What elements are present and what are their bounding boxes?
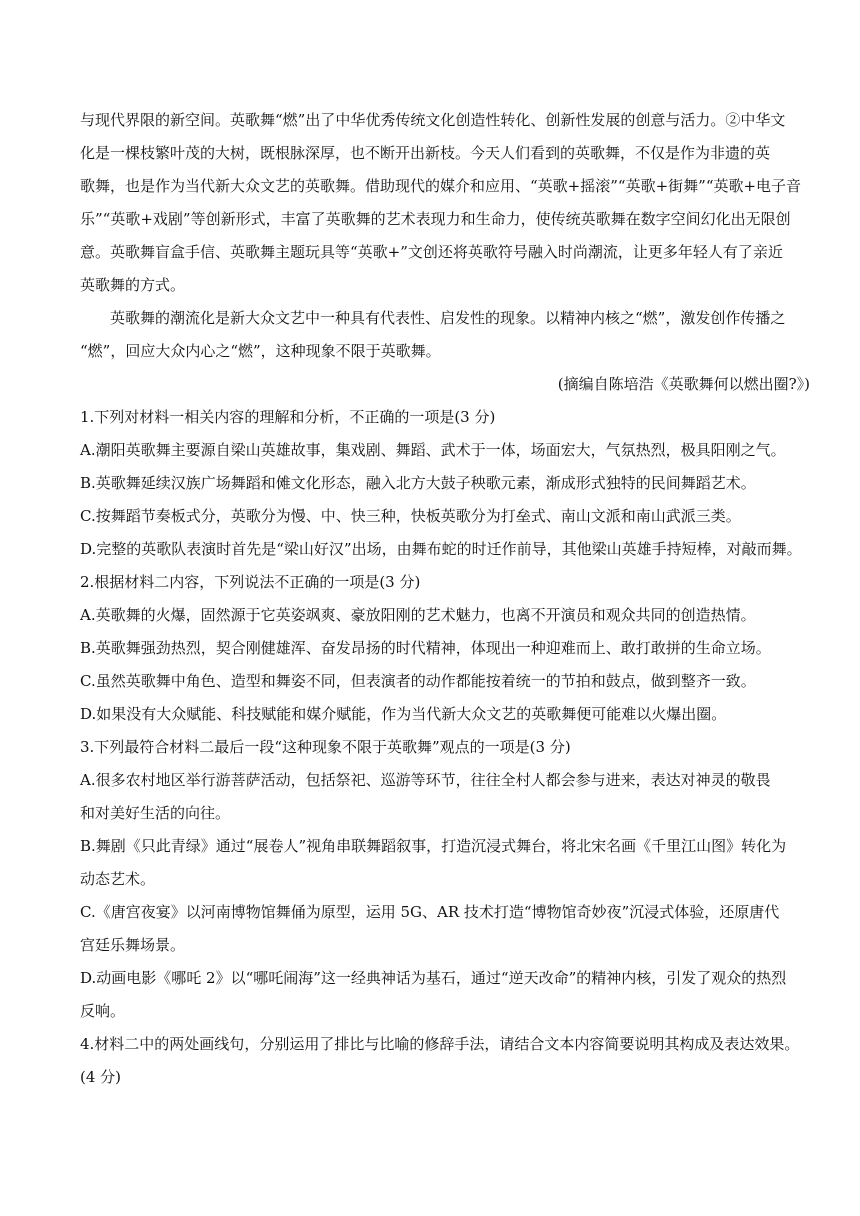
question-stem: 3.下列最符合材料二最后一段“这种现象不限于英歌舞”观点的一项是(3 分) [80,738,571,756]
question-1 [80,401,810,566]
option-b-continued: 动态艺术。 [80,870,156,888]
question-2 [80,566,810,731]
question-stem: 1.下列对材料一相关内容的理解和分析，不正确的一项是(3 分) [80,408,496,426]
source-citation: (摘编自陈培浩《英歌舞何以燃出圈?》) [557,375,810,393]
question-points: (4 分) [80,1068,122,1086]
text-line: 英歌舞的方式。 [80,276,186,294]
option-b: B.英歌舞强劲热烈，契合刚健雄浑、奋发昂扬的时代精神，体现出一种迎难而上、敢打敢拼的生命立场。 [80,639,771,657]
option-d: D.完整的英歌队表演时首先是“梁山好汉”出场，由舞布蛇的时迁作前导，其他梁山英雄手持短棒，对敲而舞。 [80,540,802,558]
option-b: B.舞剧《只此青绿》通过“展卷人”视角串联舞蹈叙事，打造沉浸式舞台，将北宋名画《千里江山图》转化为 [80,837,787,855]
option-a: A.潮阳英歌舞主要源自梁山英雄故事，集戏剧、舞蹈、武术于一体，场面宏大，气氛热烈，极具阳刚之气。 [80,441,786,459]
text-line: 歌舞，也是作为当代新大众文艺的英歌舞。借助现代的媒介和应用、“英歌+摇滚”“英歌+街舞”“英歌+电子音 [80,177,802,195]
option-b: B.英歌舞延续汉族广场舞蹈和傩文化形态，融入北方大鼓子秧歌元素，渐成形式独特的民间舞蹈艺术。 [80,474,756,492]
page-content [80,104,810,1094]
option-a: A.很多农村地区举行游菩萨活动，包括祭祀、巡游等环节，往往全村人都会参与进来，表达对神灵的敬畏 [80,771,771,789]
question-stem: 2.根据材料二内容，下列说法不正确的一项是(3 分) [80,573,421,591]
option-c: C.虽然英歌舞中角色、造型和舞姿不同，但表演者的动作都能按着统一的节拍和鼓点，做到整齐一致。 [80,672,756,690]
passage-paragraph-2 [80,302,810,368]
option-a: A.英歌舞的火爆，固然源于它英姿飒爽、豪放阳刚的艺术魅力，也离不开演员和观众共同的创造热情。 [80,606,756,624]
text-line: 与现代界限的新空间。英歌舞“燃”出了中华优秀传统文化创造性转化、创新性发展的创意与活力。②中华文 [80,111,786,129]
option-c: C.按舞蹈节奏板式分，英歌分为慢、中、快三种，快板英歌分为打垒式、南山文派和南山武派三类。 [80,507,741,525]
text-line: 意。英歌舞盲盒手信、英歌舞主题玩具等“英歌+”文创还将英歌符号融入时尚潮流，让更多年轻人有了亲近 [80,243,783,261]
text-line: 乐”“英歌+戏剧”等创新形式，丰富了英歌舞的艺术表现力和生命力，使传统英歌舞在数字空间幻化出无限创 [80,210,791,228]
option-a-continued: 和对美好生活的向往。 [80,804,231,822]
text-line: 化是一棵枝繁叶茂的大树，既根脉深厚，也不断开出新枝。今天人们看到的英歌舞，不仅是作为非遗的英 [80,144,771,162]
text-line: “燃”，回应大众内心之“燃”，这种现象不限于英歌舞。 [80,342,441,360]
option-c-continued: 宫廷乐舞场景。 [80,936,186,954]
option-c: C.《唐宫夜宴》以河南博物馆舞俑为原型，运用 5G、AR 技术打造“博物馆奇妙夜”沉浸式体验，还原唐代 [80,903,780,921]
question-4 [80,1028,810,1094]
question-stem: 4.材料二中的两处画线句，分别运用了排比与比喻的修辞手法，请结合文本内容简要说明其构成及表达效果。 [80,1035,800,1053]
option-d: D.动画电影《哪吒 2》以“哪吒闹海”这一经典神话为基石，通过“逆天改命”的精神内核，引发了观众的热烈 [80,969,787,987]
question-3 [80,731,810,1028]
option-d: D.如果没有大众赋能、科技赋能和媒介赋能，作为当代新大众文艺的英歌舞便可能难以火爆出圈。 [80,705,727,723]
passage-paragraph-1 [80,104,810,302]
option-d-continued: 反响。 [80,1002,126,1020]
text-line: 英歌舞的潮流化是新大众文艺中一种具有代表性、启发性的现象。以精神内核之“燃”，激发创作传播之 [110,309,786,327]
